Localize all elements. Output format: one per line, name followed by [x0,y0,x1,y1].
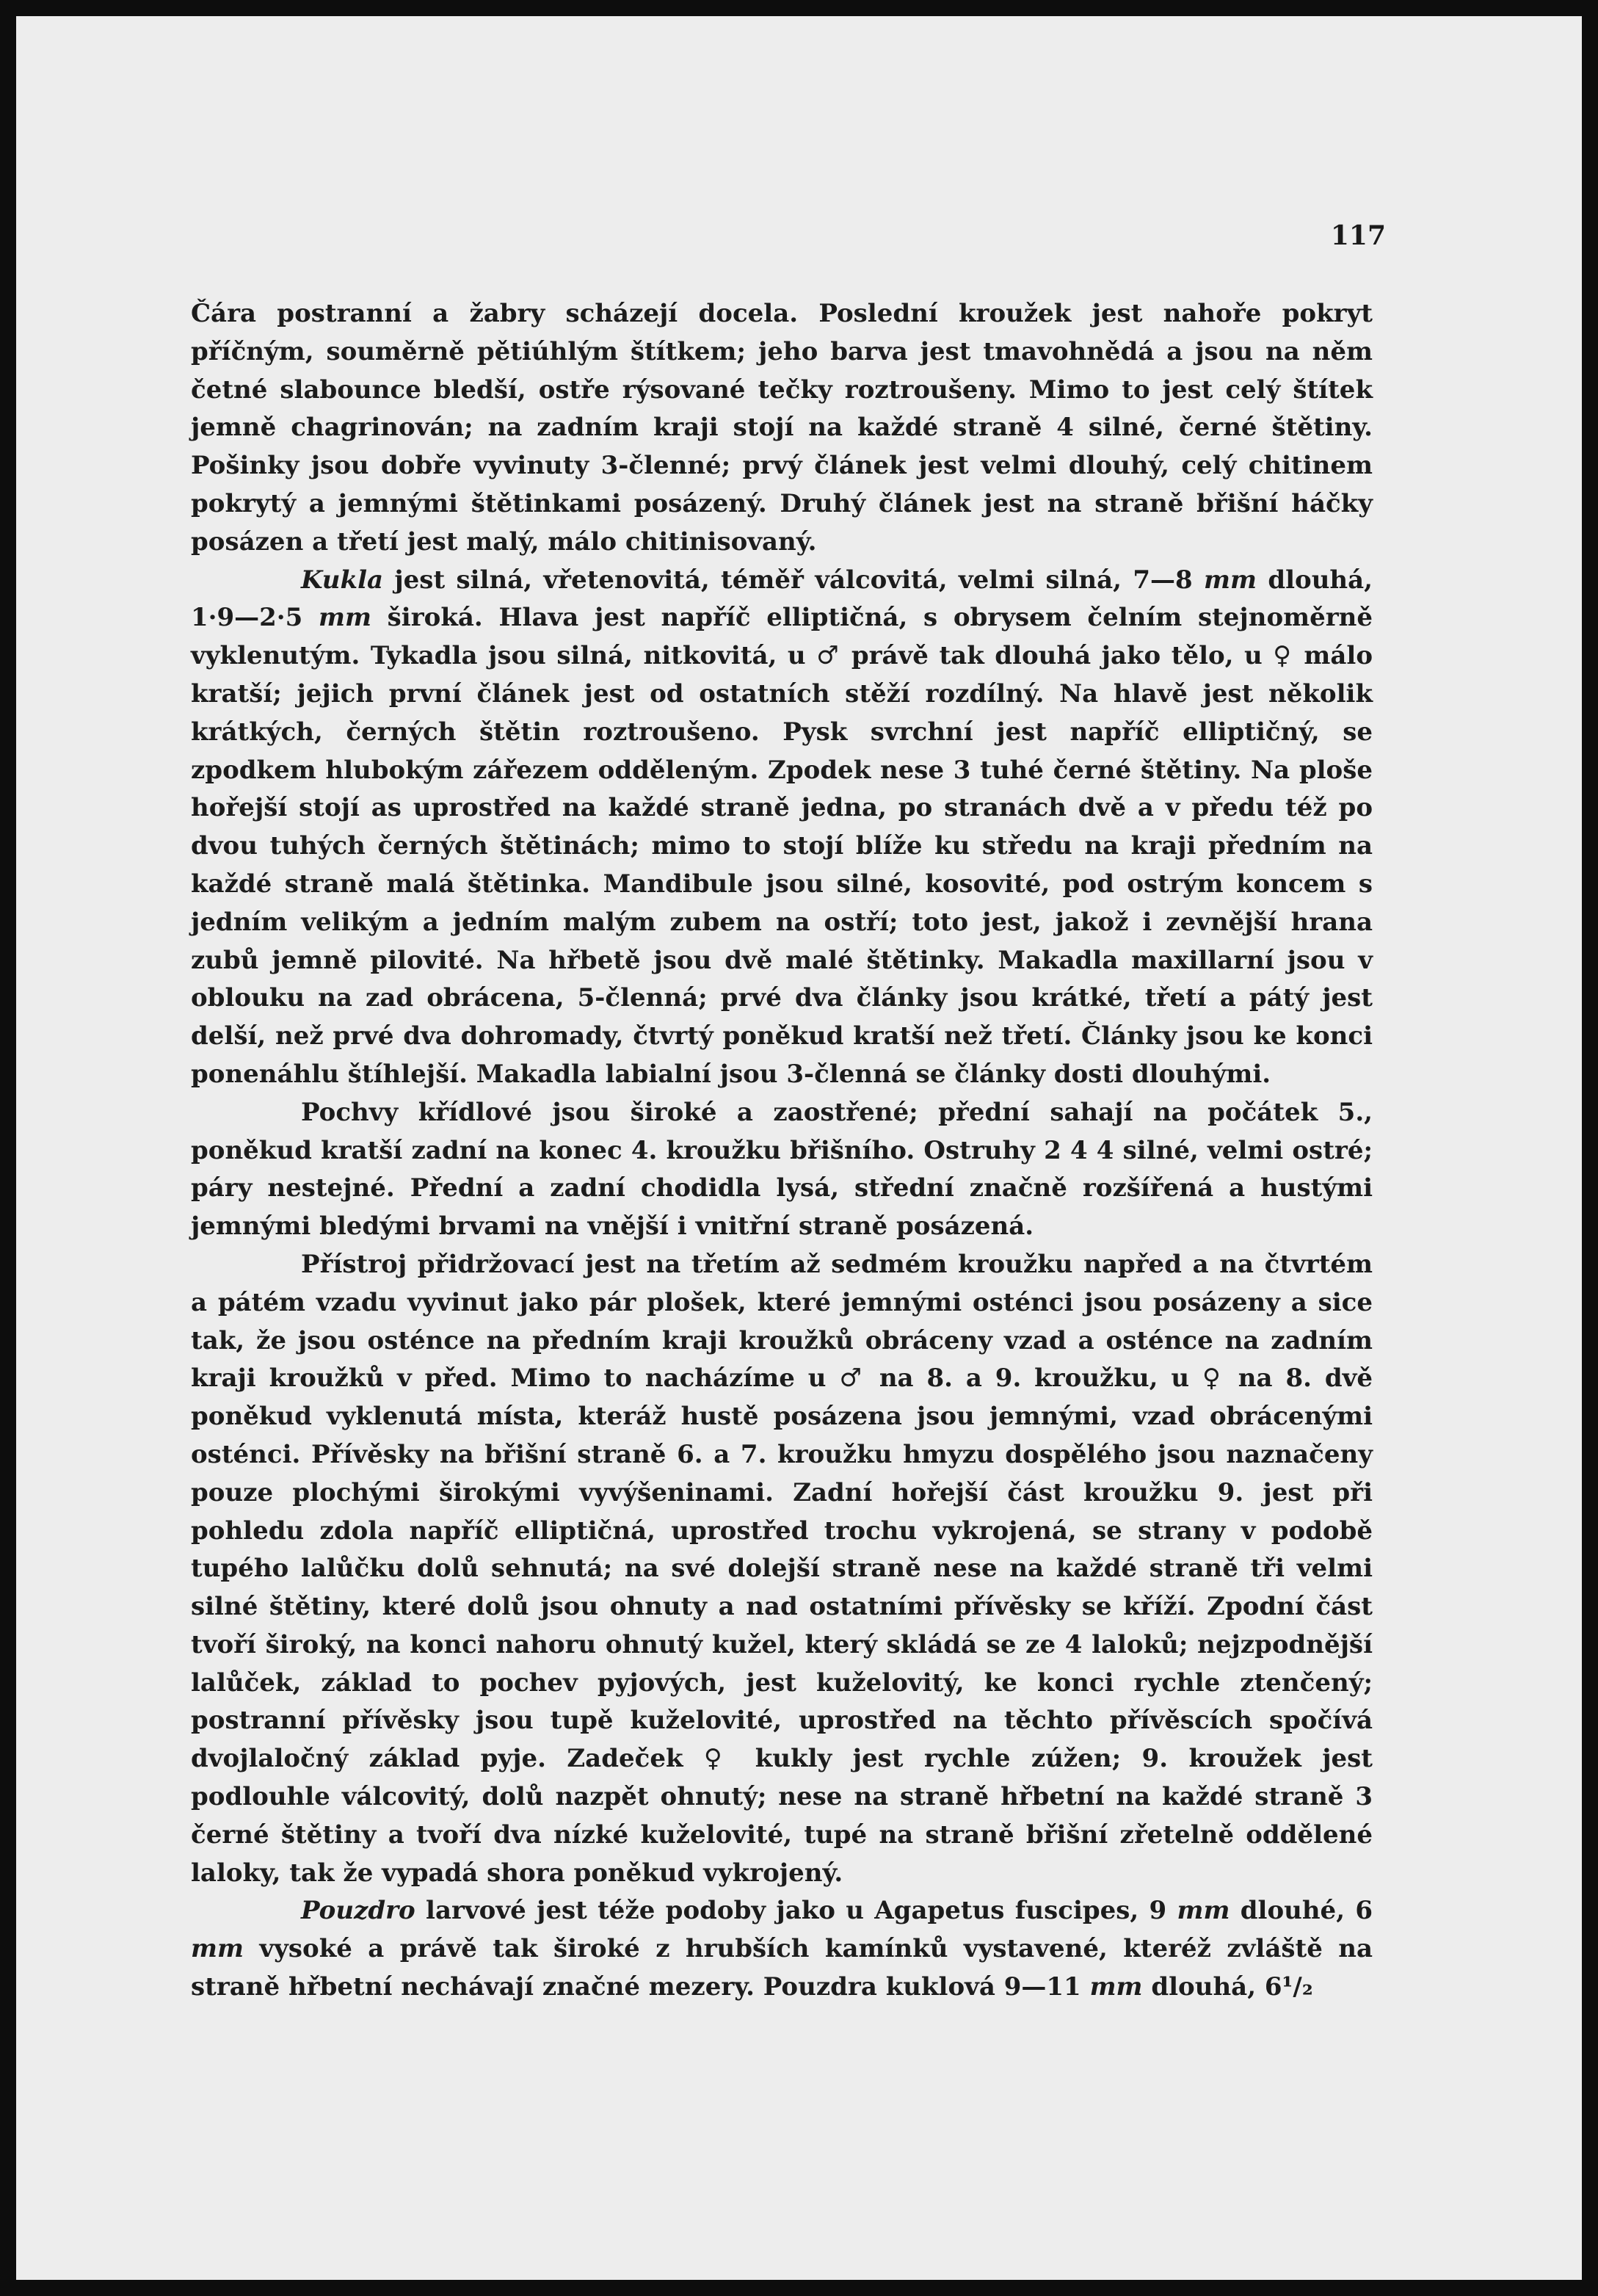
paragraph-kukla [191,562,1373,1094]
paragraph-larva-end [191,295,1373,562]
unit-mm: mm [1177,1896,1230,1926]
paragraph-pristroj [191,1246,1373,1893]
paragraph-text: dlouhé, 6 [1230,1896,1373,1926]
term-kukla: Kukla [301,565,384,595]
paragraph-text: Pochvy křídlové jsou široké a zaostřené; přední sahají na počátek 5., poněkud kratší zadní na konec 4. kroužku břišního. Ostruhy 2 4 4 silné, velmi ostré; páry nestejné. Přední a zadní chodidla lysá, střední značně rozšířená a hustými jemnými bledými brvami na vnější i vnitřní straně posázená. [191,1097,1373,1242]
term-pouzdro: Pouzdro [301,1896,415,1926]
paragraph-text: dlouhá, 1·9—2·5 [191,565,1373,633]
unit-mm: mm [1204,565,1257,595]
unit-mm: mm [191,1934,244,1964]
paragraph-text: vysoké a právě tak široké z hrubších kamínků vystavené, kteréž zvláště na straně hřbetní nechávají značné mezery. Pouzdra kuklová 9—11 [191,1934,1373,2002]
body-text [191,295,1373,2007]
paragraph-text: široká. Hlava jest napříč elliptičná, s obrysem čelním stejnoměrně vyklenutým. Tykadla jsou silná, nitkovitá, u ♂ právě tak dlouhá jako tělo, u ♀ málo kratší; jejich první článek jest od ostatních stěží rozdílný. Na hlavě jest několik krátkých, černých štětin roztroušeno. Pysk svrchní jest napříč elliptičný, se zpodkem hlubokým zářezem odděleným. Zpodek nese 3 tuhé černé štětiny. Na ploše hořejší stojí as uprostřed na každé straně jedna, po stranách dvě a v předu též po dvou tuhých černých štětinách; mimo to stojí blíže ku středu na kraji předním na každé straně malá štětinka. Mandibule jsou silné, kosovité, pod ostrým koncem s jedním velikým a jedním malým zubem na ostří; toto jest, jakož i zevnější hrana zubů jemně pilovité. Na hřbetě jsou dvě malé štětinky. Makadla maxillarní jsou v oblouku na zad obrácena, 5-členná; prvé dva články jsou krátké, třetí a pátý jest delší, než prvé dva dohromady, čtvrtý poněkud kratší než třetí. Články jsou ke konci ponenáhlu štíhlejší. Makadla labialní jsou 3-členná se články dosti dlouhými. [191,603,1373,1089]
page-number: 117 [1330,220,1386,251]
unit-mm: mm [1089,1972,1143,2002]
paragraph-text: larvové jest téže podoby jako u Agapetus fuscipes, 9 [415,1896,1177,1926]
paragraph-text: Přístroj přidržovací jest na třetím až sedmém kroužku napřed a na čtvrtém a pátém vzadu vyvinut jako pár plošek, které jemnými osténci jsou posázeny a sice tak, že jsou osténce na předním kraji kroužků obráceny vzad a osténce na zadním kraji kroužků v před. Mimo to nacházíme u ♂ na 8. a 9. kroužku, u ♀ na 8. dvě poněkud vyklenutá místa, kteráž hustě posázena jsou jemnými, vzad obrácenými osténci. Přívěsky na břišní straně 6. a 7. kroužku hmyzu dospělého jsou naznačeny pouze plochými širokými vyvýšeninami. Zadní hořejší část kroužku 9. jest při pohledu zdola napříč elliptičná, uprostřed trochu vykrojená, se strany v podobě tupého lalůčku dolů sehnutá; na své dolejší straně nese na každé straně tři velmi silné štětiny, které dolů jsou ohnuty a nad ostatními přívěsky se kříží. Zpodní část tvoří široký, na konci nahoru ohnutý kužel, který skládá se ze 4 laloků; nejzpodnější lalůček, základ to pochev pyjových, jest kuželovitý, ke konci rychle ztenčený; postranní přívěsky jsou tupě kuželovité, uprostřed na těchto přívěscích spočívá dvojlaločný základ pyje. Zadeček ♀ kukly jest rychle zúžen; 9. kroužek jest podlouhle válcovitý, dolů nazpět ohnutý; nese na straně hřbetní na každé straně 3 černé štětiny a tvoří dva nízké kuželovité, tupé na straně břišní zřetelně oddělené laloky, tak že vypadá shora poněkud vykrojený. [191,1249,1373,1888]
paragraph-pochvy [191,1094,1373,1246]
page [16,16,1582,2280]
paragraph-pouzdro [191,1892,1373,2006]
unit-mm: mm [319,603,371,633]
paragraph-text: jest silná, vřetenovitá, téměř válcovitá, velmi silná, 7—8 [383,565,1205,595]
paragraph-text: dlouhá, 6 [1142,1972,1282,2002]
fraction: ¹/₂ [1282,1972,1313,2002]
paragraph-text: Čára postranní a žabry scházejí docela. Poslední kroužek jest nahoře pokryt příčným, souměrně pětiúhlým štítkem; jeho barva jest tmavohnědá a jsou na něm četné slabounce bledší, ostře rýsované tečky roztroušeny. Mimo to jest celý štítek jemně chagrinován; na zadním kraji stojí na každé straně 4 silné, černé štětiny. Pošinky jsou dobře vyvinuty 3-členné; prvý článek jest velmi dlouhý, celý chitinem pokrytý a jemnými štětinkami posázený. Druhý článek jest na straně břišní háčky posázen a třetí jest malý, málo chitinisovaný. [191,299,1373,557]
